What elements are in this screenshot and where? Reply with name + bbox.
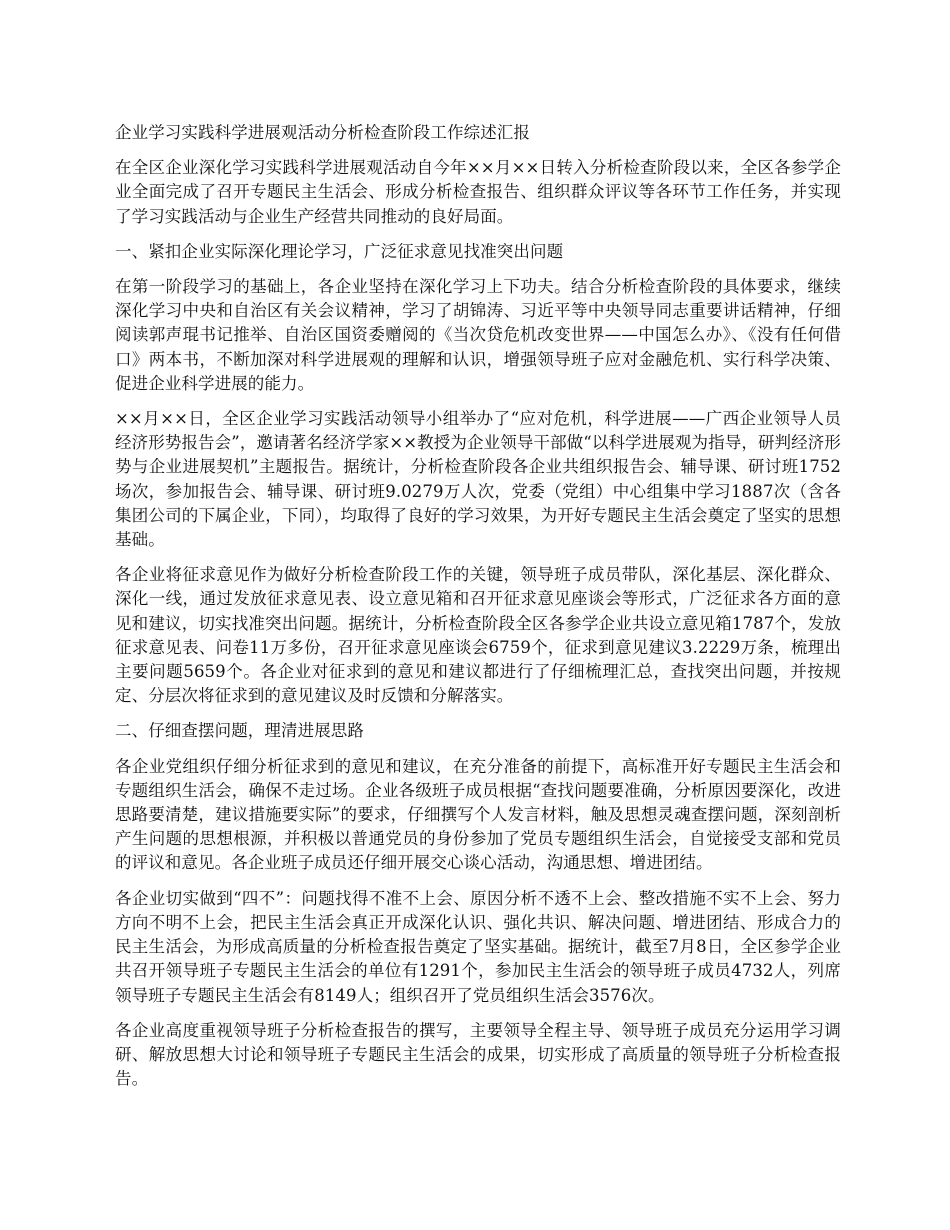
body-paragraph: 各企业将征求意见作为做好分析检查阶段工作的关键，领导班子成员带队，深化基层、深化群众、深化一线，通过发放征求意见表、设立意见箱和召开征求意见座谈会等形式，广泛征求各方面的意见和建议，切实找准突出问题。据统计，分析检查阶段全区各参学企业共设立意见箱1787个，发放征求意见表、问卷11万多份，召开征求意见座谈会6759个，征求到意见建议3.2229万条，梳理出主要问题5659个。各企业对征求到的意见和建议都进行了仔细梳理汇总，查找突出问题，并按规定、分层次将征求到的意见建议及时反馈和分解落实。 [115,565,841,706]
body-paragraph: 在第一阶段学习的基础上，各企业坚持在深化学习上下功夫。结合分析检查阶段的具体要求，继续深化学习中央和自治区有关会议精神，学习了胡锦涛、习近平等中央领导同志重要讲话精神，仔细阅读郭声琨书记推举、自治区国资委赠阅的《当次贷危机改变世界——中国怎么办》、《没有任何借口》两本书，不断加深对科学进展观的理解和认识，增强领导班子应对金融危机、实行科学决策、促进企业科学进展的能力。 [115,277,841,393]
intro-paragraph: 在全区企业深化学习实践科学进展观活动自今年××月××日转入分析检查阶段以来，全区各参学企业全面完成了召开专题民主生活会、形成分析检查报告、组织群众评议等各环节工作任务，并实现了学习实践活动与企业生产经营共同推动的良好局面。 [115,158,841,226]
body-paragraph: ××月××日，全区企业学习实践活动领导小组举办了“应对危机，科学进展——广西企业领导人员经济形势报告会”，邀请著名经济学家××教授为企业领导干部做“以科学进展观为指导，研判经济形势与企业进展契机”主题报告。据统计，分析检查阶段各企业共组织报告会、辅导课、研讨班1752场次，参加报告会、辅导课、研讨班9.0279万人次，党委（党组）中心组集中学习1887次（含各集团公司的下属企业，下同），均取得了良好的学习效果，为开好专题民主生活会奠定了坚实的思想基础。 [115,409,841,550]
section-heading-2: 二、仔细查摆问题，理清进展思路 [115,721,364,741]
body-paragraph: 各企业党组织仔细分析征求到的意见和建议，在充分准备的前提下，高标准开好专题民主生活会和专题组织生活会，确保不走过场。企业各级班子成员根据“查找问题要准确，分析原因要深化，改进思路要清楚，建议措施要实际”的要求，仔细撰写个人发言材料，触及思想灵魂查摆问题，深刻剖析产生问题的思想根源，并积极以普通党员的身份参加了党员专题组织生活会，自觉接受支部和党员的评议和意见。各企业班子成员还仔细开展交心谈心活动，沟通思想、增进团结。 [115,756,841,873]
body-paragraph: 各企业切实做到“四不”：问题找得不准不上会、原因分析不透不上会、整改措施不实不上会、努力方向不明不上会，把民主生活会真正开成深化认识、强化共识、解决问题、增进团结、形成合力的民主生活会，为形成高质量的分析检查报告奠定了坚实基础。据统计，截至7月8日，全区参学企业共召开领导班子专题民主生活会的单位有1291个，参加民主生活会的领导班子成员4732人，列席领导班子专题民主生活会有8149人；组织召开了党员组织生活会3576次。 [115,888,841,1005]
body-paragraph: 各企业高度重视领导班子分析检查报告的撰写，主要领导全程主导、领导班子成员充分运用学习调研、解放思想大讨论和领导班子专题民主生活会的成果，切实形成了高质量的领导班子分析检查报告。 [115,1020,841,1089]
section-heading-1: 一、紧扣企业实际深化理论学习，广泛征求意见找准突出问题 [115,241,564,261]
document-title: 企业学习实践科学进展观活动分析检查阶段工作综述汇报 [115,123,530,142]
document-page [115,121,841,1102]
